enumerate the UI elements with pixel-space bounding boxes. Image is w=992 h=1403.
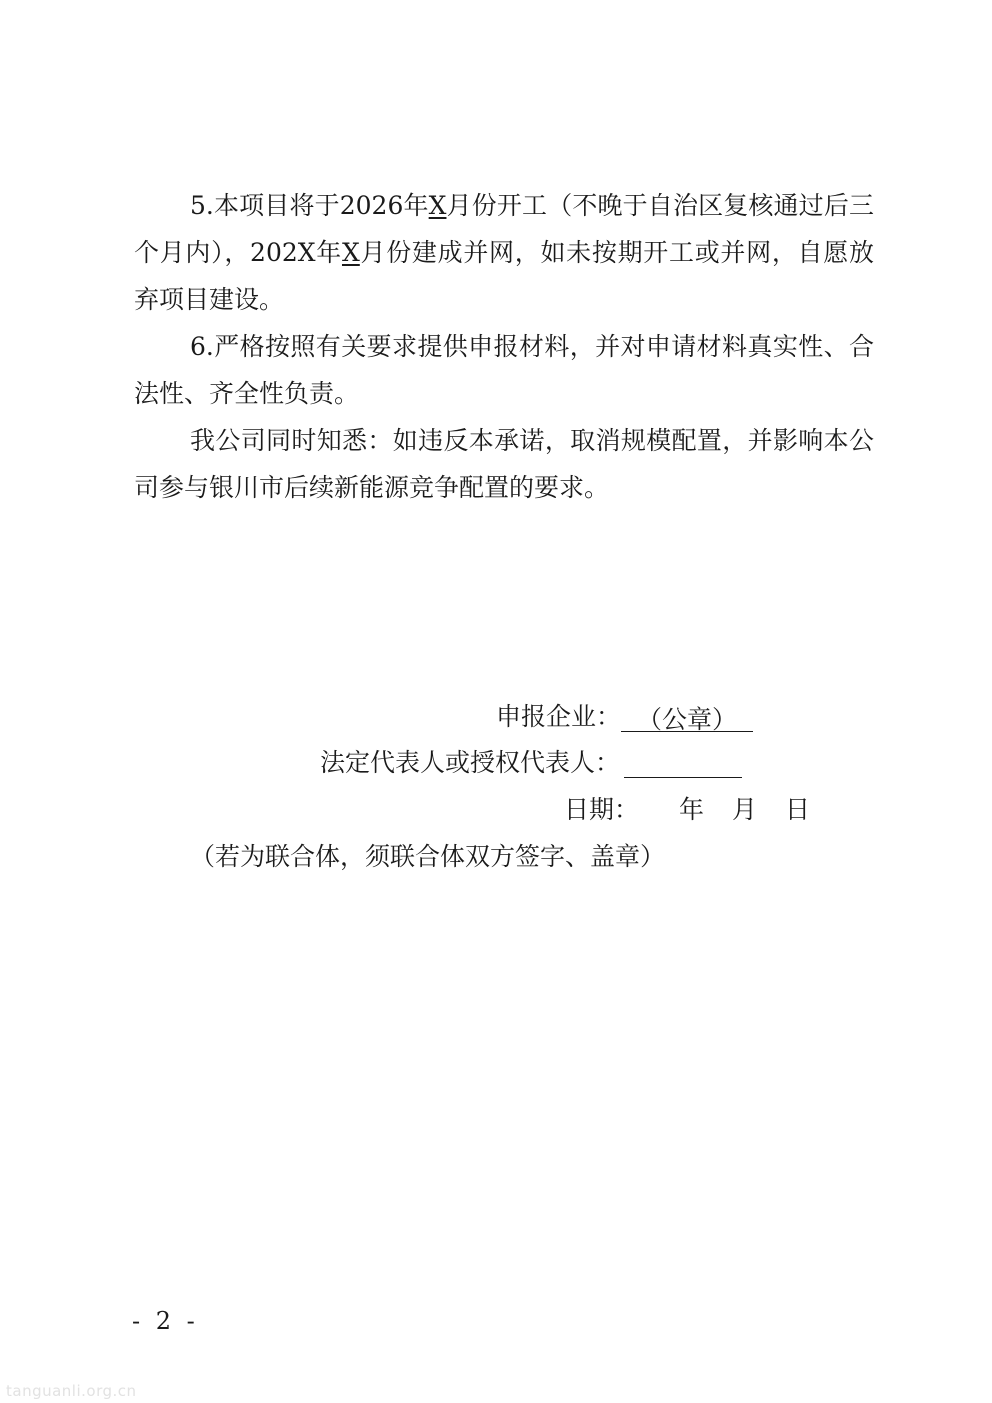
acknowledgement-paragraph: 我公司同时知悉：如违反本承诺，取消规模配置，并影响本公司参与银川市后续新能源竞争配置的要求。 <box>134 426 874 502</box>
date-month: 月 <box>732 795 758 824</box>
clause-5-part2: 月份开工（不晚于自治区复核通过后三个月内），202X年 <box>134 191 874 267</box>
clause-5-part1: 5.本项目将于2026年 <box>190 191 429 220</box>
representative-label: 法定代表人或授权代表人： <box>320 748 621 777</box>
clause-5-part3: 月份建成并网，如未按期开工或并网，自愿放弃项目建设。 <box>134 238 874 314</box>
page-number: - 2 - <box>132 1307 199 1335</box>
commitment-body <box>134 182 874 511</box>
representative-signature-line <box>320 748 742 778</box>
date-line <box>564 795 810 825</box>
company-signature-line <box>496 702 753 732</box>
company-seal-text: （公章） <box>637 705 738 734</box>
date-day: 日 <box>785 795 811 824</box>
consortium-note: （若为联合体，须联合体双方签字、盖章） <box>190 842 666 871</box>
clause-5-month-placeholder-2: X <box>341 238 360 267</box>
company-label: 申报企业： <box>496 702 622 731</box>
date-label: 日期： <box>564 795 640 824</box>
clause-6: 6.严格按照有关要求提供申报材料，并对申请材料真实性、合法性、齐全性负责。 <box>134 332 874 408</box>
company-seal-blank <box>621 705 753 732</box>
clause-5-month-placeholder-1: X <box>428 191 447 220</box>
site-watermark: tanguanli.org.cn <box>6 1382 137 1400</box>
date-year: 年 <box>679 795 705 824</box>
representative-blank <box>624 751 742 778</box>
clause-5 <box>134 182 874 323</box>
